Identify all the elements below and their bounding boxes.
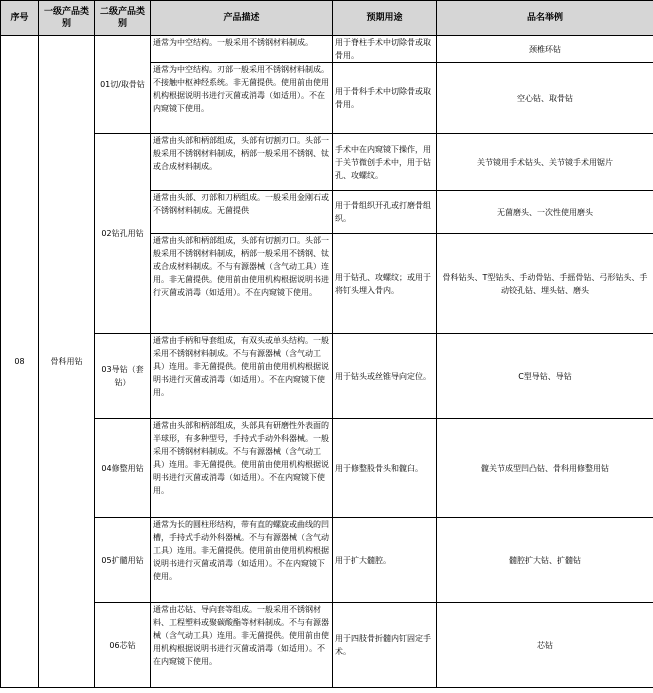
table-row [1, 419, 653, 518]
examples-cell: 无菌磨头、一次性使用磨头 [437, 191, 653, 234]
examples-cell: 空心钻、取骨钻 [437, 63, 653, 134]
intended-use-cell: 用于四肢骨折髓内钉固定手术。 [333, 603, 437, 688]
description-cell: 通常由手柄和导套组成，有双头或单头结构。一般采用不锈钢材料制成。不与有源器械（含气动工具）连用。非无菌提供。使用前由使用机构根据说明书进行灭菌或消毒（如适用）。不在内窥镜下使用。 [151, 334, 333, 419]
header-description: 产品描述 [151, 1, 333, 36]
seq-cell: 08 [1, 36, 39, 688]
examples-cell: 颈椎环钻 [437, 36, 653, 63]
table-row [1, 36, 653, 63]
intended-use-cell: 用于骨组织开孔或打磨骨组织。 [333, 191, 437, 234]
category-2-cell: 01切/取骨钻 [95, 36, 151, 134]
table-row [1, 334, 653, 419]
table-row [1, 603, 653, 688]
description-cell: 通常由头部和柄部组成，头部有切割刃口。头部一般采用不锈钢材料制成，柄部一般采用不锈钢、钛或合成材料制成。不与有源器械（含气动工具）连用。非无菌提供。使用前由使用机构根据说明书进行灭菌或消毒（如适用）。不在内窥镜下使用。 [151, 234, 333, 334]
header-category-1: 一级产品类别 [39, 1, 95, 36]
description-cell: 通常为中空结构。刃部一般采用不锈钢材料制成。不接触中枢神经系统。非无菌提供。使用前由使用机构根据说明书进行灭菌或消毒（如适用）。不在内窥镜下使用。 [151, 63, 333, 134]
header-intended-use: 预期用途 [333, 1, 437, 36]
description-cell: 通常为中空结构。一般采用不锈钢材料制成。 [151, 36, 333, 63]
intended-use-cell: 用于脊柱手术中切除骨或取骨用。 [333, 36, 437, 63]
header-seq: 序号 [1, 1, 39, 36]
header-category-2: 二级产品类别 [95, 1, 151, 36]
category-2-cell: 05扩髓用钻 [95, 518, 151, 603]
description-cell: 通常为长的圆柱形结构，带有直的螺旋或曲线的凹槽，手持式手动外科器械。不与有源器械（含气动工具）连用。非无菌提供。使用前由使用机构根据说明书进行灭菌或消毒（如适用）。不在内窥镜下使用。 [151, 518, 333, 603]
table-row [1, 134, 653, 191]
description-cell: 通常由头部和柄部组成，头部有切割刃口。头部一般采用不锈钢材料制成，柄部一般采用不锈钢、钛或合成材料制成。 [151, 134, 333, 191]
description-cell: 通常由头部、刃部和刀柄组成。一般采用金刚石或不锈钢材料制成。无菌提供 [151, 191, 333, 234]
description-cell: 通常由头部和柄部组成，头部具有研磨性外表面的半球形，有多种型号，手持式手动外科器械。一般采用不锈钢材料制成。不与有源器械（含气动工具）连用。非无菌提供。使用前由使用机构根据说明书进行灭菌或消毒（如适用）。不在内窥镜下使用。 [151, 419, 333, 518]
description-cell: 通常由芯钻、导向套等组成。一般采用不锈钢材料、工程塑料或聚碳酸酯等材料制成。不与有源器械（含气动工具）连用。非无菌提供。使用前由使用机构根据说明书进行灭菌或消毒（如适用）。不在内窥镜下使用。 [151, 603, 333, 688]
intended-use-cell: 用于修整股骨头和髋臼。 [333, 419, 437, 518]
intended-use-cell: 手术中在内窥镜下操作，用于关节微创手术中，用于钻孔、攻螺纹。 [333, 134, 437, 191]
table-row [1, 518, 653, 603]
examples-cell: 芯钻 [437, 603, 653, 688]
examples-cell: 髓腔扩大钻、扩髓钻 [437, 518, 653, 603]
header-row [1, 1, 653, 36]
intended-use-cell: 用于钻头或丝锥导向定位。 [333, 334, 437, 419]
examples-cell: 骨科钻头、T型钻头、手动骨钻、手摇骨钻、弓形钻头、手动铰孔钻、埋头钻、磨头 [437, 234, 653, 334]
header-examples: 品名举例 [437, 1, 653, 36]
category-2-cell: 06芯钻 [95, 603, 151, 688]
category-2-cell: 04修整用钻 [95, 419, 151, 518]
intended-use-cell: 用于钻孔、攻螺纹；或用于将钉头埋入骨内。 [333, 234, 437, 334]
intended-use-cell: 用于骨科手术中切除骨或取骨用。 [333, 63, 437, 134]
examples-cell: C型导钻、导钻 [437, 334, 653, 419]
category-1-cell: 骨科用钻 [39, 36, 95, 688]
category-2-cell: 02钻孔用钻 [95, 134, 151, 334]
category-2-cell: 03导钻（套钻） [95, 334, 151, 419]
examples-cell: 髋关节成型凹凸钻、骨科用修整用钻 [437, 419, 653, 518]
examples-cell: 关节镜用手术钻头、关节镜手术用锯片 [437, 134, 653, 191]
intended-use-cell: 用于扩大髓腔。 [333, 518, 437, 603]
